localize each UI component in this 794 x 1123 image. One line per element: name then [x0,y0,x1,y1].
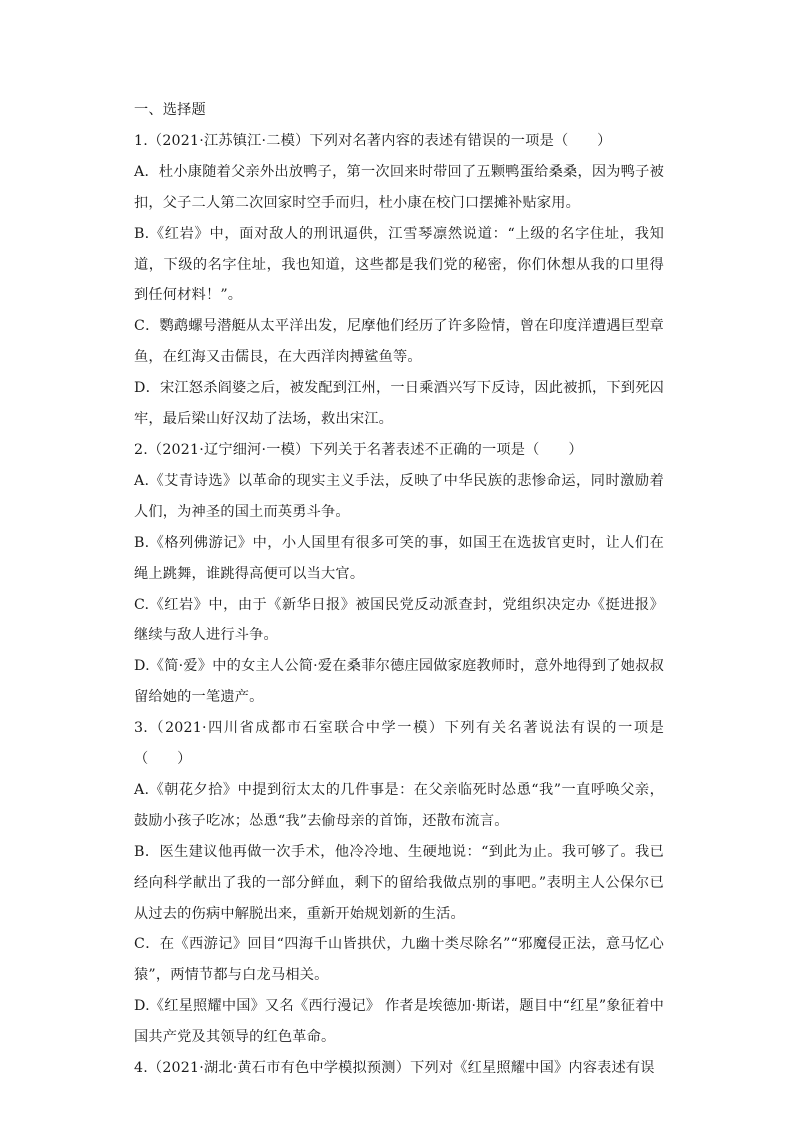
option-c: C．鹦鹉螺号潜艇从太平洋出发，尼摩他们经历了许多险情，曾在印度洋遭遇巨型章鱼，在红海又击儒艮，在大西洋肉搏鲨鱼等。 [134,318,664,366]
option-b: B.《格列佛游记》中，小人国里有很多可笑的事，如国王在选拔官吏时，让人们在绳上跳舞，谁跳得高便可以当大官。 [134,534,664,582]
question-stem: 3.（2021·四川省成都市石室联合中学一模）下列有关名著说法有误的一项是（ ） [134,720,664,768]
question-stem: 2.（2021·辽宁细河·一模）下列关于名著表述不正确的一项是（ ） [134,441,583,458]
option-d: D．宋江怒杀阎婆之后，被发配到江州，一日乘酒兴写下反诗，因此被抓，下到死囚牢，最后梁山好汉劫了法场，救出宋江。 [134,380,664,428]
document-page [134,95,664,1084]
question-stem: 4.（2021·湖北·黄石市有色中学模拟预测）下列对《红星照耀中国》内容表述有误 [134,1060,655,1077]
option-d: D.《简·爱》中的女主人公简·爱在桑菲尔德庄园做家庭教师时，意外地得到了她叔叔留给她的一笔遗产。 [134,658,664,706]
question-3 [134,713,664,1053]
option-b: B.《红岩》中，面对敌人的刑讯逼供，江雪琴凛然说道：“上级的名字住址，我知道，下级的名字住址，我也知道，这些都是我们党的秘密，你们休想从我的口里得到任何材料！”。 [134,225,664,304]
option-a: A．杜小康随着父亲外出放鸭子，第一次回来时带回了五颗鸭蛋给桑桑，因为鸭子被扣，父子二人第二次回家时空手而归，杜小康在校门口摆摊补贴家用。 [134,163,664,211]
section-title: 一、选择题 [134,102,206,118]
option-b: B．医生建议他再做一次手术，他冷冷地、生硬地说：“到此为止。我可够了。我已经向科学献出了我的一部分鲜血，剩下的留给我做点别的事吧。”表明主人公保尔已从过去的伤病中解脱出来，重新开始规划新的生活。 [134,843,664,922]
question-1 [134,126,664,435]
question-2 [134,435,664,713]
option-d: D.《红星照耀中国》又名《西行漫记》 作者是埃德加·斯诺，题目中“红星”象征着中国共产党及其领导的红色革命。 [134,998,664,1046]
option-c: C.《红岩》中，由于《新华日报》被国民党反动派查封，党组织决定办《挺进报》继续与敌人进行斗争。 [134,596,664,644]
question-stem: 1.（2021·江苏镇江·二模）下列对名著内容的表述有错误的一项是（ ） [134,132,612,149]
option-c: C．在《西游记》回目“四海千山皆拱伏，九幽十类尽除名”“邪魔侵正法，意马忆心猿”，两情节都与白龙马相关。 [134,936,664,984]
question-4 [134,1053,664,1084]
option-a: A.《艾青诗选》以革命的现实主义手法，反映了中华民族的悲惨命运，同时激励着人们，为神圣的国土而英勇斗争。 [134,472,664,520]
option-a: A.《朝花夕拾》中提到衍太太的几件事是：在父亲临死时怂恿“我”一直呼唤父亲，鼓励小孩子吃冰；怂恿“我”去偷母亲的首饰，还散布流言。 [134,781,664,829]
